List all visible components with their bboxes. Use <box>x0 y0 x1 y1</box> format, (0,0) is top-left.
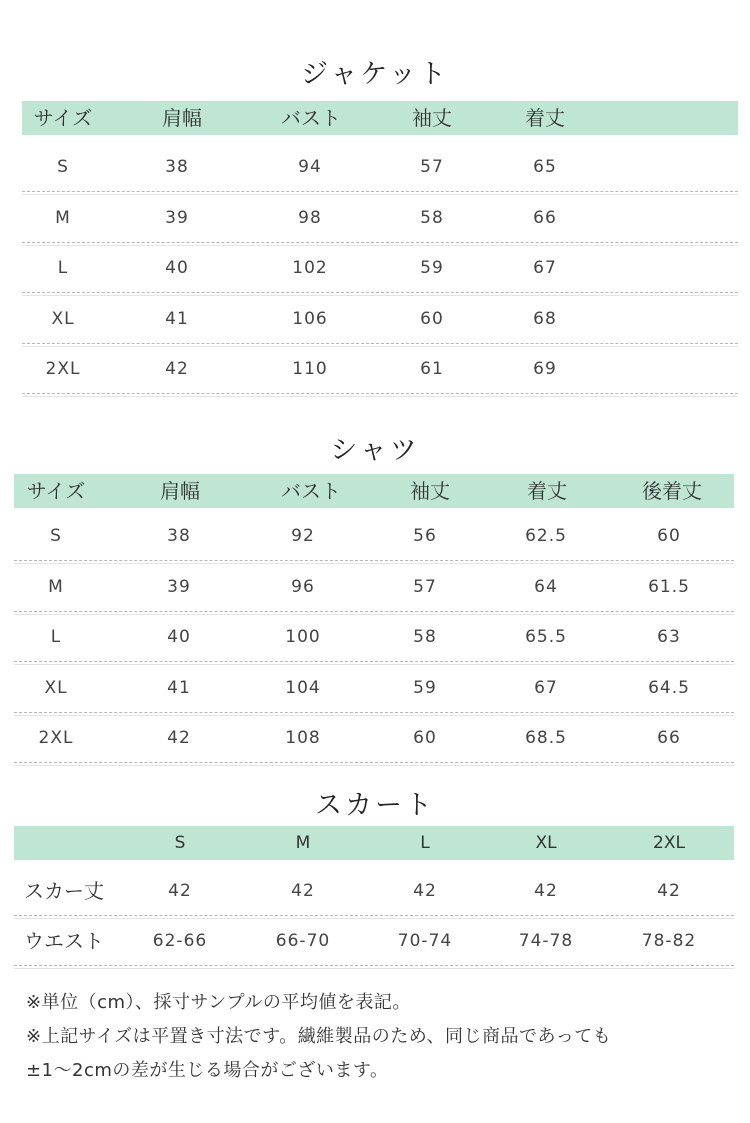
jacket-cell: 102 <box>292 258 328 278</box>
jacket-header-length: 着丈 <box>525 106 565 130</box>
skirt-header-l: L <box>420 833 430 853</box>
jacket-cell: 38 <box>165 157 189 177</box>
row-divider-shadow <box>14 968 734 969</box>
skirt-header-m: M <box>295 833 311 853</box>
jacket-cell: S <box>57 157 69 177</box>
shirt-cell: 38 <box>167 526 191 546</box>
skirt-cell: 74-78 <box>518 931 574 951</box>
jacket-cell: 98 <box>298 207 322 228</box>
skirt-row-label: ウエスト <box>24 929 104 953</box>
shirt-row <box>14 663 734 713</box>
skirt-header-s: S <box>174 833 186 853</box>
shirt-cell: 58 <box>413 627 437 647</box>
shirt-cell: 108 <box>285 728 321 748</box>
shirt-cell: 62.5 <box>525 526 567 546</box>
shirt-cell: 63 <box>657 627 681 647</box>
skirt-row <box>14 916 734 966</box>
shirt-cell: 60 <box>413 728 437 748</box>
shirt-cell: 68.5 <box>525 728 567 748</box>
note-tolerance: ±1〜2cmの差が生じる場合がございます。 <box>26 1060 389 1081</box>
shirt-cell: 61.5 <box>648 576 690 597</box>
shirt-cell: 65.5 <box>525 627 567 647</box>
shirt-cell: 92 <box>291 526 315 546</box>
note-flat-measure: ※上記サイズは平置き寸法です。繊維製品のため、同じ商品であっても <box>26 1026 612 1047</box>
jacket-cell: L <box>57 258 69 278</box>
jacket-row <box>22 193 738 243</box>
shirt-row <box>14 612 734 662</box>
jacket-cell: 69 <box>533 359 557 379</box>
jacket-header-sleeve: 袖丈 <box>412 106 452 130</box>
skirt-cell: 42 <box>657 881 681 901</box>
jacket-cell: 59 <box>420 258 444 278</box>
skirt-row-label: スカー丈 <box>24 879 104 903</box>
jacket-cell: 2XL <box>45 359 81 379</box>
skirt-header-2xl: 2XL <box>653 833 685 853</box>
shirt-header-length: 着丈 <box>527 479 567 503</box>
jacket-cell: 106 <box>292 308 328 329</box>
shirt-cell: 64.5 <box>648 677 690 698</box>
jacket-cell: 67 <box>533 258 557 278</box>
jacket-header-shoulder: 肩幅 <box>162 106 202 130</box>
jacket-row <box>22 294 738 344</box>
shirt-header-back-length: 後着丈 <box>642 479 702 503</box>
skirt-header-xl: XL <box>535 833 557 853</box>
jacket-cell: 66 <box>533 207 557 228</box>
shirt-cell: 42 <box>167 728 191 748</box>
jacket-cell: XL <box>51 308 75 329</box>
jacket-header-bust: バスト <box>281 106 341 130</box>
shirt-cell: 2XL <box>38 728 74 748</box>
shirt-cell: L <box>50 627 62 647</box>
jacket-cell: 94 <box>298 157 322 177</box>
skirt-cell: 42 <box>291 881 315 901</box>
note-unit: ※単位（cm）、採寸サンプルの平均値を表記。 <box>26 992 411 1013</box>
shirt-cell: 104 <box>285 677 321 698</box>
skirt-cell: 62-66 <box>152 931 208 951</box>
shirt-header-bust: バスト <box>281 479 341 503</box>
shirt-row <box>14 511 734 561</box>
shirt-cell: 67 <box>534 677 558 698</box>
shirt-header-size: サイズ <box>26 479 86 503</box>
shirt-cell: 100 <box>285 627 321 647</box>
row-divider-shadow <box>14 765 734 766</box>
shirt-cell: 41 <box>167 677 191 698</box>
jacket-row <box>22 344 738 394</box>
jacket-title: ジャケット <box>300 59 450 90</box>
shirt-header-row <box>14 474 734 508</box>
jacket-row <box>22 142 738 192</box>
skirt-cell: 78-82 <box>641 931 697 951</box>
shirt-cell: M <box>48 576 64 597</box>
shirt-cell: 39 <box>167 576 191 597</box>
row-divider <box>14 965 734 966</box>
jacket-cell: 42 <box>165 359 189 379</box>
jacket-row <box>22 243 738 293</box>
shirt-title: シャツ <box>330 435 420 466</box>
jacket-cell: 40 <box>165 258 189 278</box>
shirt-row <box>14 713 734 763</box>
row-divider-shadow <box>22 396 738 397</box>
shirt-cell: 40 <box>167 627 191 647</box>
shirt-cell: 57 <box>413 576 437 597</box>
jacket-cell: 39 <box>165 207 189 228</box>
jacket-cell: M <box>55 207 71 228</box>
jacket-cell: 41 <box>165 308 189 329</box>
shirt-header-shoulder: 肩幅 <box>160 479 200 503</box>
skirt-row <box>14 866 734 916</box>
jacket-cell: 65 <box>533 157 557 177</box>
row-divider <box>22 393 738 394</box>
jacket-cell: 110 <box>292 359 328 379</box>
shirt-row <box>14 562 734 612</box>
row-divider <box>14 762 734 763</box>
skirt-cell: 66-70 <box>275 931 331 951</box>
jacket-cell: 68 <box>533 308 557 329</box>
shirt-cell: 96 <box>291 576 315 597</box>
jacket-header-row <box>22 101 738 135</box>
jacket-cell: 61 <box>420 359 444 379</box>
jacket-cell: 58 <box>420 207 444 228</box>
shirt-cell: 60 <box>657 526 681 546</box>
shirt-header-sleeve: 袖丈 <box>410 479 450 503</box>
skirt-cell: 70-74 <box>397 931 453 951</box>
skirt-cell: 42 <box>534 881 558 901</box>
skirt-cell: 42 <box>168 881 192 901</box>
shirt-cell: 56 <box>413 526 437 546</box>
jacket-header-size: サイズ <box>33 106 93 130</box>
shirt-cell: S <box>50 526 62 546</box>
shirt-cell: 64 <box>534 576 558 597</box>
shirt-cell: 59 <box>413 677 437 698</box>
shirt-cell: 66 <box>657 728 681 748</box>
skirt-title: スカート <box>315 790 435 821</box>
jacket-cell: 57 <box>420 157 444 177</box>
skirt-header-row <box>14 826 734 860</box>
shirt-cell: XL <box>44 677 68 698</box>
jacket-cell: 60 <box>420 308 444 329</box>
skirt-cell: 42 <box>413 881 437 901</box>
